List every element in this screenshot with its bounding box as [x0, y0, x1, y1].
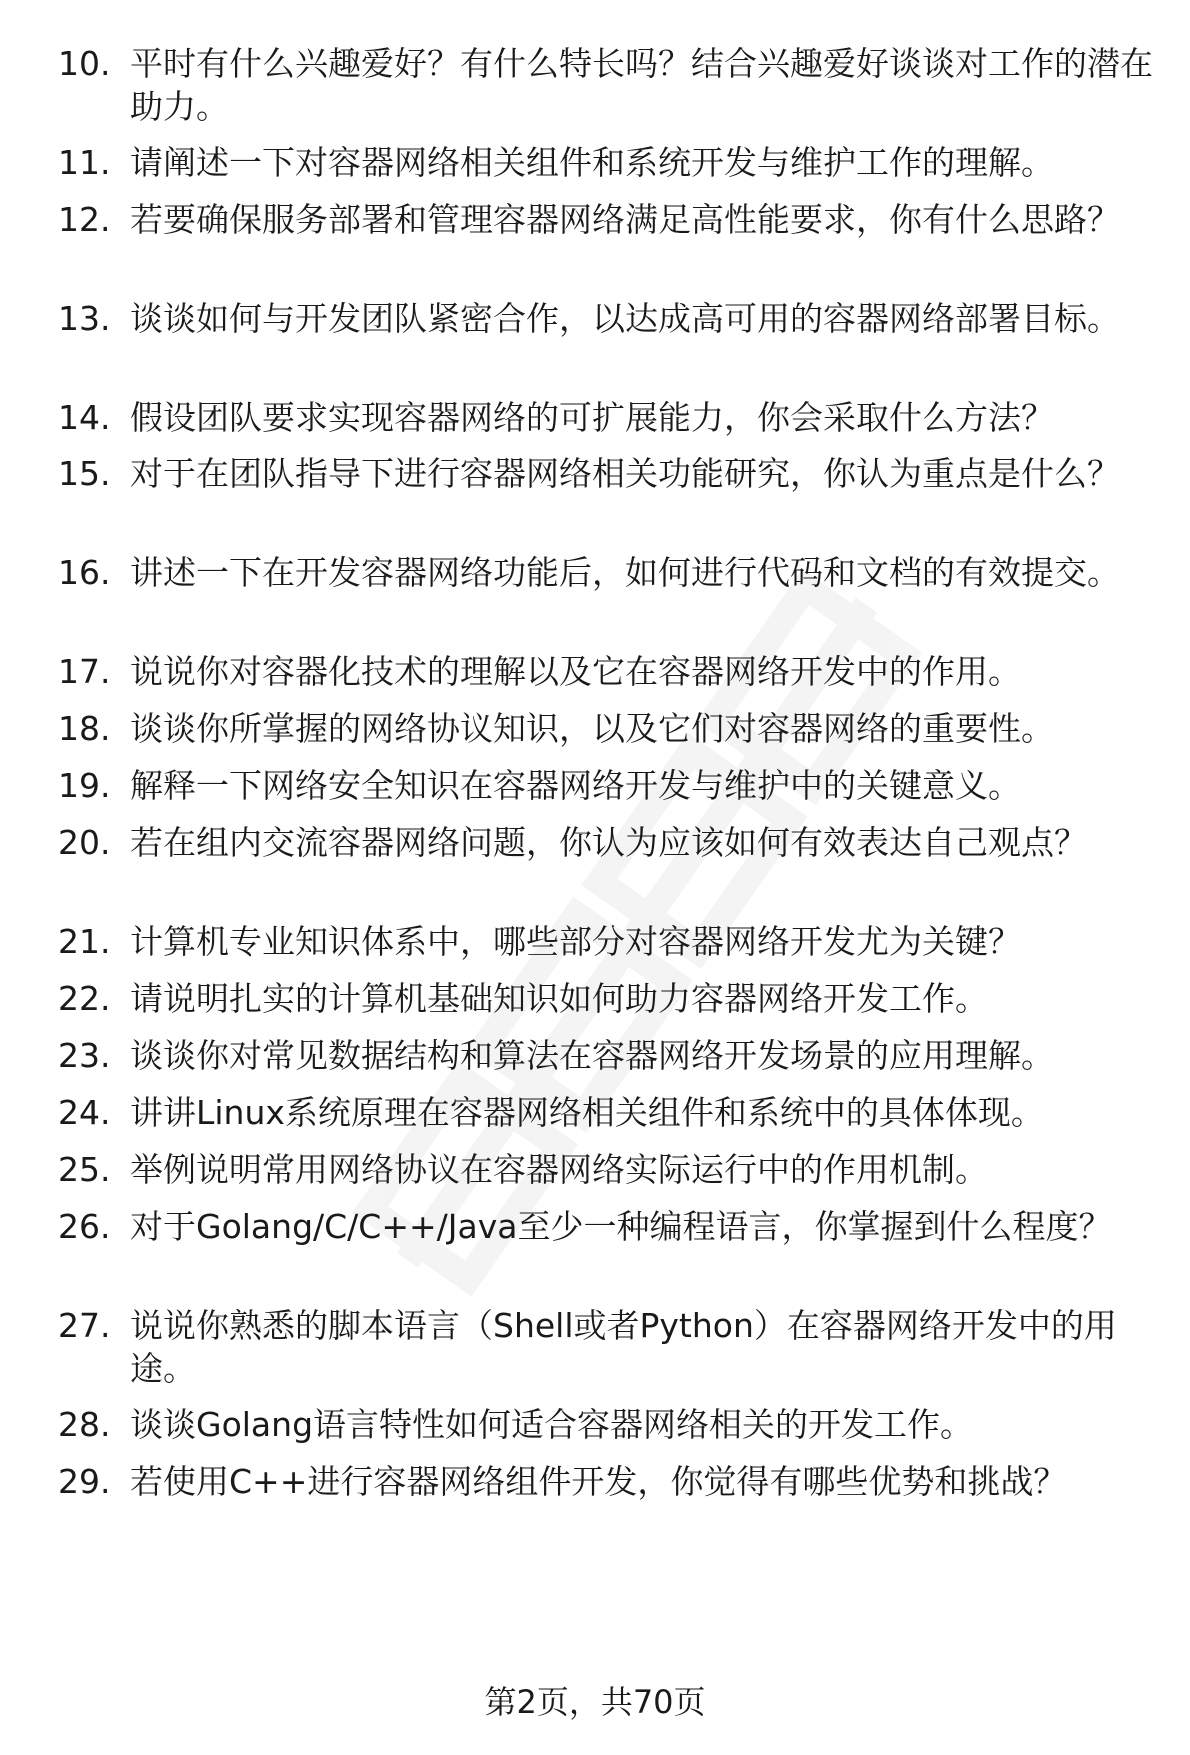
question-item	[0, 1205, 1190, 1291]
question-text: 谈谈你所掌握的网络协议知识，以及它们对容器网络的重要性。	[130, 709, 1054, 748]
question-item	[0, 198, 1190, 284]
question-number: 24.	[58, 1093, 111, 1132]
page-number: 第2页，共70页	[484, 1683, 706, 1721]
question-item	[0, 1403, 1190, 1446]
question-text: 若在组内交流容器网络问题，你认为应该如何有效表达自己观点？	[130, 823, 1087, 862]
question-number: 28.	[58, 1405, 111, 1444]
question-text: 请阐述一下对容器网络相关组件和系统开发与维护工作的理解。	[130, 143, 1054, 182]
question-number: 27.	[58, 1306, 111, 1345]
question-text: 举例说明常用网络协议在容器网络实际运行中的作用机制。	[130, 1150, 988, 1189]
question-number: 29.	[58, 1462, 111, 1501]
question-number: 21.	[58, 922, 111, 961]
question-item	[0, 707, 1190, 750]
question-item	[0, 920, 1190, 963]
question-item	[0, 141, 1190, 184]
question-item	[0, 977, 1190, 1020]
question-text: 请说明扎实的计算机基础知识如何助力容器网络开发工作。	[130, 979, 988, 1018]
question-list	[0, 42, 1190, 1503]
question-text: 计算机专业知识体系中，哪些部分对容器网络开发尤为关键？	[130, 922, 1021, 961]
question-number: 23.	[58, 1036, 111, 1075]
question-text: 讲讲Linux系统原理在容器网络相关组件和系统中的具体体现。	[130, 1093, 1044, 1132]
question-item	[0, 1460, 1190, 1503]
question-text: 若使用C++进行容器网络组件开发，你觉得有哪些优势和挑战？	[130, 1462, 1067, 1501]
question-number: 15.	[58, 454, 111, 493]
question-number: 13.	[58, 299, 111, 338]
question-text: 讲述一下在开发容器网络功能后，如何进行代码和文档的有效提交。	[130, 553, 1120, 592]
question-text: 对于Golang/C/C++/Java至少一种编程语言，你掌握到什么程度？	[130, 1207, 1112, 1246]
question-text: 对于在团队指导下进行容器网络相关功能研究，你认为重点是什么？	[130, 454, 1120, 493]
question-item	[0, 821, 1190, 907]
question-number: 18.	[58, 709, 111, 748]
question-text: 若要确保服务部署和管理容器网络满足高性能要求，你有什么思路？	[130, 200, 1120, 239]
question-text: 平时有什么兴趣爱好？有什么特长吗？结合兴趣爱好谈谈对工作的潜在助力。	[130, 44, 1153, 126]
question-number: 20.	[58, 823, 111, 862]
question-number: 25.	[58, 1150, 111, 1189]
question-number: 19.	[58, 766, 111, 805]
question-item	[0, 650, 1190, 693]
question-item	[0, 551, 1190, 637]
question-number: 22.	[58, 979, 111, 1018]
question-text: 谈谈你对常见数据结构和算法在容器网络开发场景的应用理解。	[130, 1036, 1054, 1075]
question-number: 11.	[58, 143, 111, 182]
question-text: 解释一下网络安全知识在容器网络开发与维护中的关键意义。	[130, 766, 1021, 805]
question-number: 10.	[58, 44, 111, 83]
question-item	[0, 297, 1190, 383]
question-text: 谈谈Golang语言特性如何适合容器网络相关的开发工作。	[130, 1405, 974, 1444]
question-item	[0, 1034, 1190, 1077]
question-text: 谈谈如何与开发团队紧密合作，以达成高可用的容器网络部署目标。	[130, 299, 1120, 338]
question-number: 26.	[58, 1207, 111, 1246]
question-number: 12.	[58, 200, 111, 239]
question-text: 说说你熟悉的脚本语言（Shell或者Python）在容器网络开发中的用途。	[130, 1306, 1117, 1388]
question-number: 14.	[58, 398, 111, 437]
question-item	[0, 1304, 1190, 1390]
question-number: 16.	[58, 553, 111, 592]
question-item	[0, 1091, 1190, 1134]
question-text: 说说你对容器化技术的理解以及它在容器网络开发中的作用。	[130, 652, 1021, 691]
question-item	[0, 396, 1190, 439]
question-item	[0, 1148, 1190, 1191]
question-item	[0, 42, 1190, 128]
question-number: 17.	[58, 652, 111, 691]
question-item	[0, 452, 1190, 538]
question-text: 假设团队要求实现容器网络的可扩展能力，你会采取什么方法？	[130, 398, 1054, 437]
question-item	[0, 764, 1190, 807]
